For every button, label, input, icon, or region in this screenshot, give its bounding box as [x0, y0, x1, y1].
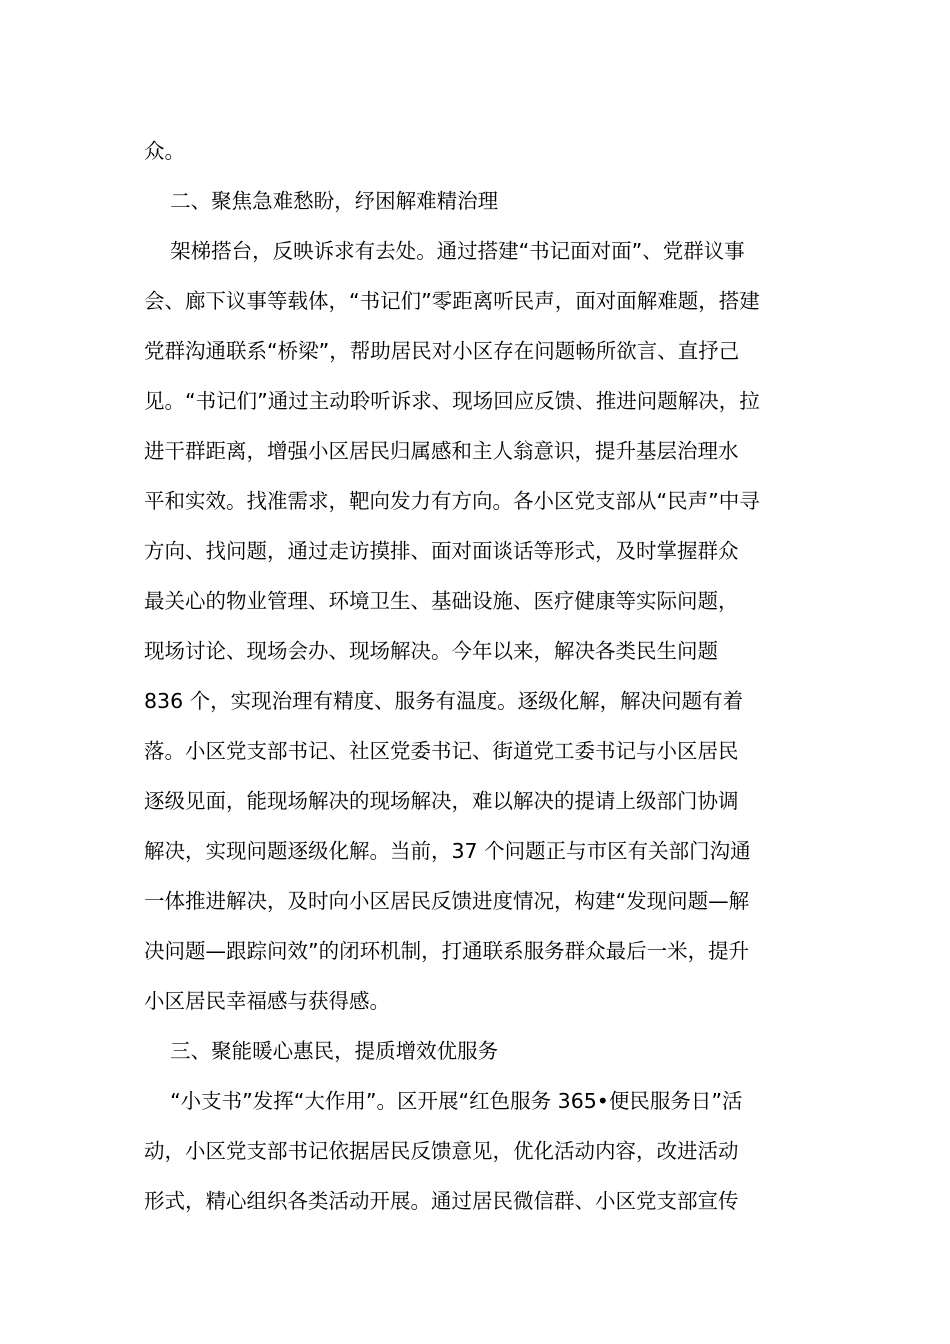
text-line: 平和实效。找准需求，靶向发力有方向。各小区党支部从“民声”中寻 — [144, 489, 760, 513]
text-line: 架梯搭台，反映诉求有去处。通过搭建“书记面对面”、党群议事 — [144, 239, 745, 263]
text-line: 836 个，实现治理有精度、服务有温度。逐级化解，解决问题有着 — [144, 689, 744, 713]
text-line: 逐级见面，能现场解决的现场解决，难以解决的提请上级部门协调 — [144, 789, 739, 813]
text-line: 解决，实现问题逐级化解。当前，37 个问题正与市区有关部门沟通 — [144, 839, 751, 863]
text-line: 进干群距离，增强小区居民归属感和主人翁意识，提升基层治理水 — [144, 439, 739, 463]
text-line: “小支书”发挥“大作用”。区开展“红色服务 365•便民服务日”活 — [144, 1089, 743, 1113]
text-line: 小区居民幸福感与获得感。 — [144, 989, 390, 1013]
text-line: 一体推进解决，及时向小区居民反馈进度情况，构建“发现问题—解 — [144, 889, 750, 913]
text-line: 动，小区党支部书记依据居民反馈意见，优化活动内容，改进活动 — [144, 1139, 739, 1163]
body-text — [144, 126, 808, 1226]
text-line: 方向、找问题，通过走访摸排、面对面谈话等形式，及时掌握群众 — [144, 539, 739, 563]
text-line: 众。 — [144, 139, 185, 163]
text-line: 最关心的物业管理、环境卫生、基础设施、医疗健康等实际问题， — [144, 589, 739, 613]
section-heading-3: 三、聚能暖心惠民，提质增效优服务 — [144, 1039, 499, 1063]
text-line: 落。小区党支部书记、社区党委书记、街道党工委书记与小区居民 — [144, 739, 739, 763]
text-line: 决问题—跟踪问效”的闭环机制，打通联系服务群众最后一米，提升 — [144, 939, 750, 963]
section-heading-2: 二、聚焦急难愁盼，纾困解难精治理 — [144, 189, 499, 213]
text-line: 会、廊下议事等载体，“书记们”零距离听民声，面对面解难题，搭建 — [144, 289, 760, 313]
text-line: 现场讨论、现场会办、现场解决。今年以来，解决各类民生问题 — [144, 639, 718, 663]
text-line: 形式，精心组织各类活动开展。通过居民微信群、小区党支部宣传 — [144, 1189, 739, 1213]
text-line: 见。“书记们”通过主动聆听诉求、现场回应反馈、推进问题解决，拉 — [144, 389, 760, 413]
text-line: 党群沟通联系“桥梁”，帮助居民对小区存在问题畅所欲言、直抒己 — [144, 339, 740, 363]
